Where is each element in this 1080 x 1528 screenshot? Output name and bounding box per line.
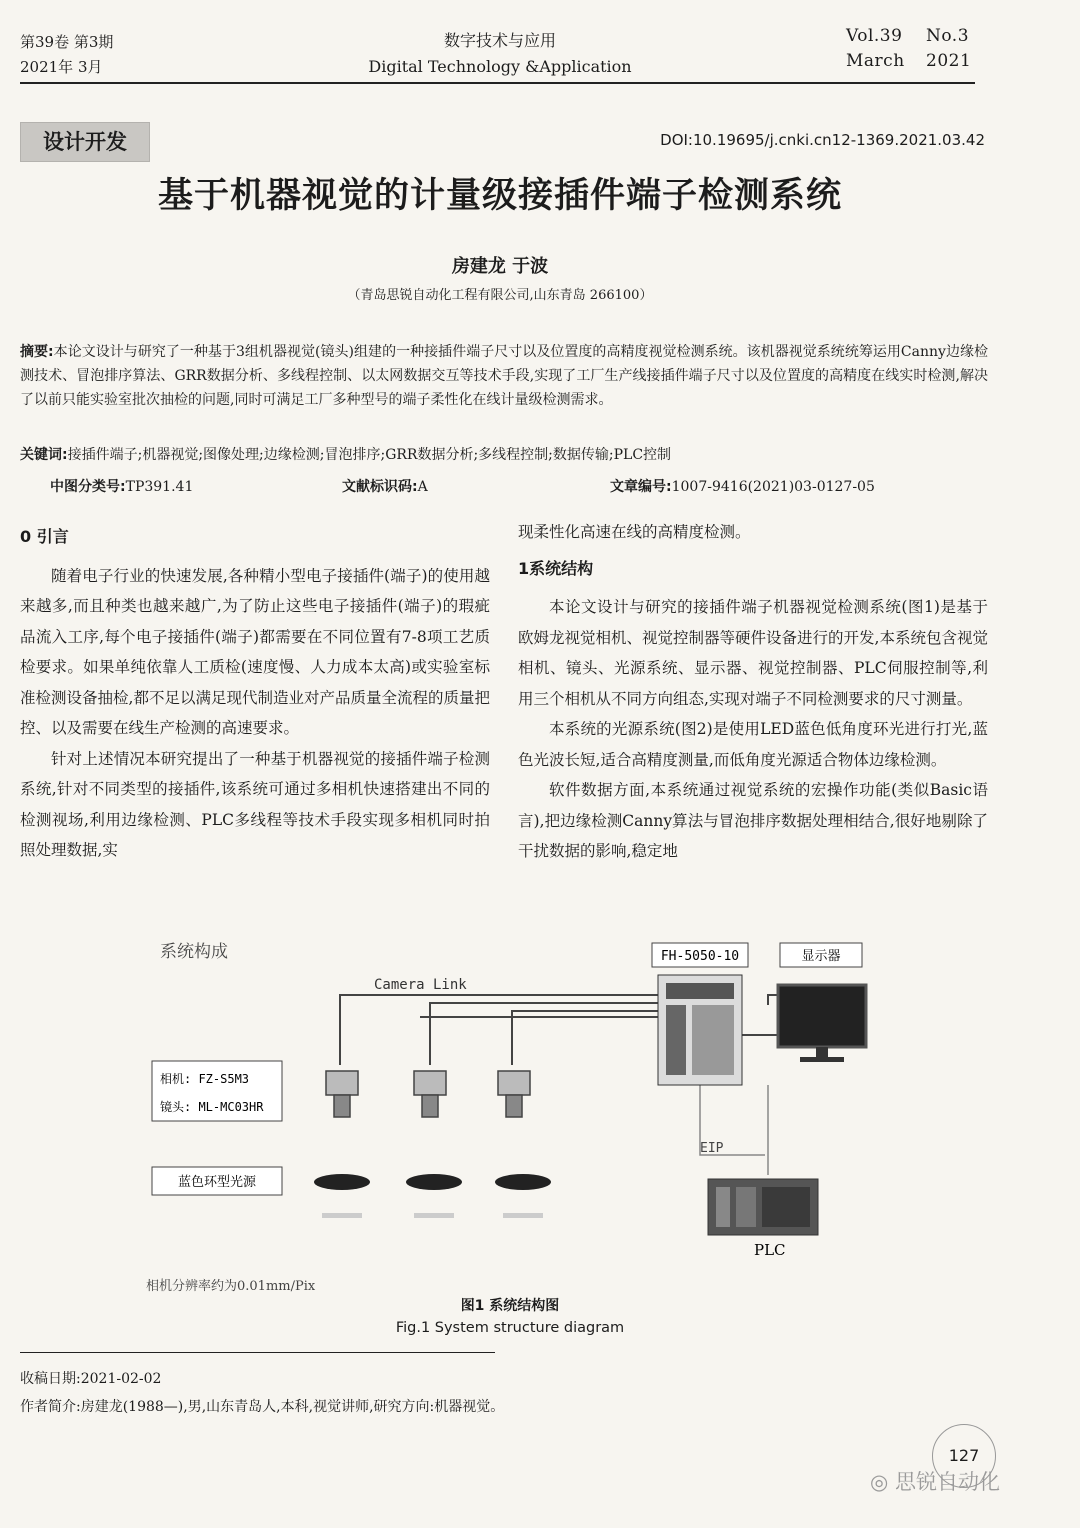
structure-paragraph-2: 本系统的光源系统(图2)是使用LED蓝色低角度环光进行打光,蓝色光波长短,适合高精度测量,而低角度光源适合物体边缘检测。 [518, 720, 988, 769]
month-label: March [846, 51, 905, 71]
controller-model: FH-5050-10 [660, 949, 740, 964]
header-rule [20, 82, 975, 84]
ring-light-icon [495, 1174, 551, 1218]
footnote-rule [20, 1352, 495, 1353]
figure-caption-cn: 图1 系统结构图 [460, 1298, 560, 1314]
journal-name-cn: 数字技术与应用 [443, 31, 556, 50]
watermark [870, 1466, 1000, 1496]
keywords-label: 关键词: [20, 447, 68, 463]
doi: DOI:10.19695/j.cnki.cn12-1369.2021.03.42 [660, 131, 985, 149]
intro-paragraph-2: 针对上述情况本研究提出了一种基于机器视觉的接插件端子检测系统,针对不同类型的接插件,该系统可通过多相机快速搭建出不同的检测视场,利用边缘检测、PLC多线程等技术手段实现多相机同时拍照处理数据,实 [20, 749, 490, 859]
journal-volume-issue: 第39卷 第3期 [20, 33, 114, 51]
clc-value: TP391.41 [125, 479, 194, 495]
author-bio: 作者简介:房建龙(1988—),男,山东青岛人,本科,视觉讲师,研究方向:机器视觉。 [20, 1399, 505, 1415]
vol-label: Vol.39 [846, 26, 903, 46]
section-badge: 设计开发 [20, 122, 150, 162]
light-source-label: 蓝色环型光源 [177, 1175, 257, 1190]
figure-system-label: 系统构成 [160, 942, 228, 962]
section-heading-intro: 0 引言 [20, 527, 69, 546]
figure-camera-link-label: Camera Link [374, 977, 467, 993]
year-label: 2021 [926, 51, 972, 71]
authors: 房建龙 于波 [451, 256, 549, 277]
abstract-text: 本论文设计与研究了一种基于3组机器视觉(镜头)组建的一种接插件端子尺寸以及位置度的高精度视觉检测系统。该机器视觉系统统筹运用Canny边缘检测技术、冒泡排序算法、GRR数据分析、多线程控制、以太网数据交互等技术手段,实现了工厂生产线接插件端子尺寸以及位置度的高精度在线实时检测,解决了以前只能实验室批次抽检的问题,同时可满足工厂多种型号的端子柔性化在线计量级检测需求。 [20, 344, 988, 408]
journal-date: 2021年 3月 [20, 58, 103, 76]
journal-volume-en [846, 24, 971, 74]
clc-number [50, 476, 193, 496]
section-heading-structure: 1系统结构 [518, 558, 594, 578]
wechat-icon: ◎ [870, 1470, 895, 1494]
lens-model-label: 镜头: ML-MC03HR [160, 1100, 264, 1114]
received-date: 收稿日期:2021-02-02 [20, 1371, 162, 1387]
affiliation: （青岛思锐自动化工程有限公司,山东青岛 266100） [347, 288, 653, 303]
doc-value: A [417, 479, 428, 495]
intro-continuation: 现柔性化高速在线的高精度检测。 [518, 523, 751, 541]
keywords-text: 接插件端子;机器视觉;图像处理;边缘检测;冒泡排序;GRR数据分析;多线程控制;数据传输;PLC控制 [67, 447, 672, 463]
intro-paragraph-1: 随着电子行业的快速发展,各种精小型电子接插件(端子)的使用越来越多,而且种类也越来越广,为了防止这些电子接插件(端子)的瑕疵品流入工序,每个电子接插件(端子)都需要在不同位置有7-8项工艺质检要求。如果单纯依靠人工质检(速度慢、人力成本太高)或实验室标准检测设备抽检,都不足以满足现代制造业对产品质量全流程的质量把控、以及需要在线生产检测的高速要求。 [20, 566, 490, 737]
watermark-text: 思锐自动化 [895, 1470, 1000, 1494]
article-value: 1007-9416(2021)03-0127-05 [671, 479, 875, 495]
left-column [20, 522, 490, 866]
camera-model-label: 相机: FZ-S5M3 [160, 1072, 250, 1086]
plc-label: PLC [754, 1241, 786, 1259]
no-label: No.3 [926, 26, 970, 46]
camera-icon [498, 1071, 530, 1117]
camera-icon [326, 1071, 358, 1117]
article-label: 文章编号: [610, 479, 672, 495]
article-title: 基于机器视觉的计量级接插件端子检测系统 [157, 176, 842, 216]
figure-caption-en: Fig.1 System structure diagram [395, 1320, 625, 1336]
system-structure-diagram [140, 935, 880, 1295]
keywords [20, 443, 988, 467]
abstract [20, 340, 988, 412]
journal-name-en: Digital Technology &Application [368, 57, 632, 76]
ring-light-icon [314, 1174, 370, 1218]
page-number: 127 [932, 1424, 996, 1488]
camera-icon [414, 1071, 446, 1117]
abstract-label: 摘要: [20, 344, 54, 360]
doc-label: 文献标识码: [342, 479, 418, 495]
article-number [610, 476, 875, 496]
doc-code [342, 476, 428, 496]
monitor-icon [778, 985, 866, 1062]
vision-controller-icon [658, 975, 742, 1085]
monitor-label: 显示器 [801, 949, 841, 964]
structure-paragraph-3: 软件数据方面,本系统通过视觉系统的宏操作功能(类似Basic语言),把边缘检测Canny算法与冒泡排序数据处理相结合,很好地剔除了干扰数据的影响,稳定地 [518, 781, 988, 860]
eip-label: EIP [700, 1141, 724, 1156]
resolution-note: 相机分辨率约为0.01mm/Pix [146, 1279, 316, 1294]
right-column [518, 517, 988, 867]
ring-light-icon [406, 1174, 462, 1218]
plc-icon [708, 1179, 818, 1235]
clc-label: 中图分类号: [50, 479, 126, 495]
structure-paragraph-1: 本论文设计与研究的接插件端子机器视觉检测系统(图1)是基于欧姆龙视觉相机、视觉控制器等硬件设备进行的开发,本系统包含视觉相机、镜头、光源系统、显示器、视觉控制器、PLC伺服控制等,利用三个相机从不同方向组态,实现对端子不同检测要求的尺寸测量。 [518, 598, 988, 708]
